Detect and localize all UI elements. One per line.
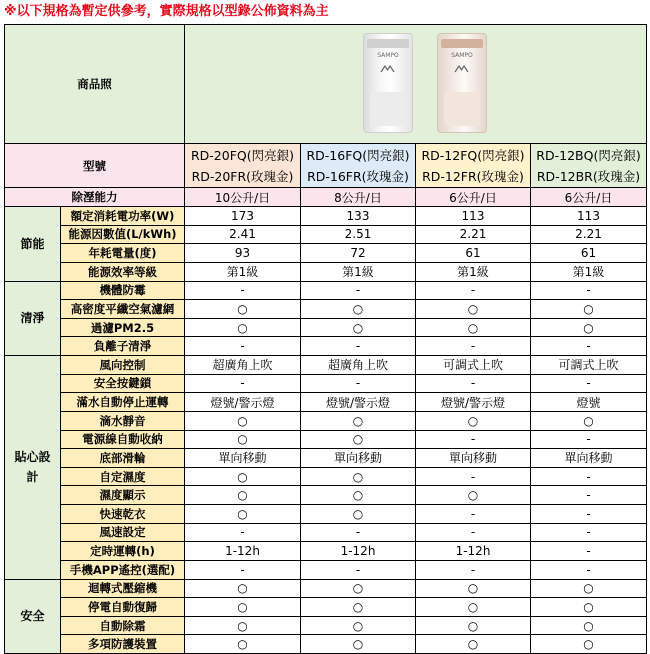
spec-row	[5, 467, 647, 486]
category-label: 節能	[5, 207, 61, 282]
spec-value: -	[301, 374, 416, 393]
spec-value: 61	[531, 244, 647, 263]
capacity-value: 6公升/日	[416, 188, 531, 207]
spec-value: -	[416, 560, 531, 579]
spec-value: ○	[531, 300, 647, 319]
feature-label: 年耗電量(度)	[61, 244, 185, 263]
model-label: 型號	[5, 144, 185, 188]
spec-value: 2.21	[531, 225, 647, 244]
brand-badge-icon	[380, 65, 395, 73]
spec-value: ○	[531, 318, 647, 337]
spec-row	[5, 560, 647, 579]
spec-row	[5, 449, 647, 468]
model-cell-3: RD-12BQ(閃亮銀) RD-12BR(玫瑰金)	[531, 144, 647, 188]
spec-value: ○	[185, 486, 301, 505]
spec-value: 可調式上吹	[416, 356, 531, 375]
spec-value: -	[416, 281, 531, 300]
spec-value: -	[416, 430, 531, 449]
feature-label: 自定濕度	[61, 467, 185, 486]
spec-value: 單向移動	[301, 449, 416, 468]
spec-value: ○	[301, 616, 416, 635]
spec-value: -	[301, 523, 416, 542]
feature-label: 自動除霜	[61, 616, 185, 635]
model-cell-1: RD-16FQ(閃亮銀) RD-16FR(玫瑰金)	[301, 144, 416, 188]
spec-value: 133	[301, 207, 416, 226]
spec-value: 93	[185, 244, 301, 263]
feature-label: 額定消耗電功率(W)	[61, 207, 185, 226]
spec-value: ○	[416, 411, 531, 430]
spec-value: 超廣角上吹	[185, 356, 301, 375]
feature-label: 安全按鍵鎖	[61, 374, 185, 393]
spec-value: ○	[301, 505, 416, 524]
spec-value: ○	[416, 300, 531, 319]
spec-value: -	[531, 486, 647, 505]
feature-label: 多項防護裝置	[61, 635, 185, 654]
spec-value: ○	[531, 579, 647, 598]
feature-label: 快速乾衣	[61, 505, 185, 524]
feature-label: 濕度顯示	[61, 486, 185, 505]
spec-row	[5, 579, 647, 598]
spec-value: -	[185, 374, 301, 393]
spec-value: 1-12h	[301, 542, 416, 561]
spec-value: -	[531, 430, 647, 449]
spec-value: ○	[185, 318, 301, 337]
model-cell-2: RD-12FQ(閃亮銀) RD-12FR(玫瑰金)	[416, 144, 531, 188]
product-photo-row	[5, 25, 647, 144]
capacity-value: 10公升/日	[185, 188, 301, 207]
spec-value: -	[531, 374, 647, 393]
feature-label: 能源效率等級	[61, 262, 185, 281]
spec-value: -	[416, 374, 531, 393]
spec-value: -	[301, 337, 416, 356]
spec-value: ○	[416, 616, 531, 635]
spec-table	[4, 24, 647, 654]
feature-label: 手機APP遙控(選配)	[61, 560, 185, 579]
feature-label: 機體防霉	[61, 281, 185, 300]
spec-value: 第1級	[416, 262, 531, 281]
spec-value: 72	[301, 244, 416, 263]
spec-row	[5, 616, 647, 635]
sampo-logo-icon: SAMPO	[377, 52, 399, 59]
spec-value: ○	[531, 598, 647, 617]
spec-value: -	[531, 505, 647, 524]
spec-row	[5, 523, 647, 542]
spec-value: -	[416, 523, 531, 542]
spec-value: 1-12h	[416, 542, 531, 561]
category-label: 貼心設計	[5, 356, 61, 580]
product-photo-cell	[185, 25, 647, 144]
spec-row	[5, 337, 647, 356]
spec-value: 燈號/警示燈	[301, 393, 416, 412]
spec-row	[5, 635, 647, 654]
feature-label: 過濾PM2.5	[61, 318, 185, 337]
spec-value: -	[301, 281, 416, 300]
spec-value: -	[416, 505, 531, 524]
category-label: 安全	[5, 579, 61, 654]
spec-value: ○	[531, 411, 647, 430]
spec-value: -	[531, 281, 647, 300]
spec-value: 第1級	[301, 262, 416, 281]
model-row	[5, 144, 647, 188]
spec-row	[5, 207, 647, 226]
spec-row	[5, 356, 647, 375]
spec-value: -	[185, 560, 301, 579]
spec-row	[5, 430, 647, 449]
spec-row	[5, 262, 647, 281]
spec-value: 燈號/警示燈	[185, 393, 301, 412]
feature-label: 負離子清淨	[61, 337, 185, 356]
capacity-value: 8公升/日	[301, 188, 416, 207]
spec-value: ○	[185, 598, 301, 617]
spec-value: ○	[531, 616, 647, 635]
spec-value: 可調式上吹	[531, 356, 647, 375]
spec-value: -	[531, 467, 647, 486]
notice-text: ※以下規格為暫定供參考，實際規格以型錄公佈資料為主	[4, 4, 329, 19]
spec-value: ○	[301, 486, 416, 505]
spec-value: ○	[531, 635, 647, 654]
spec-value: 113	[531, 207, 647, 226]
spec-value: 燈號	[531, 393, 647, 412]
spec-value: ○	[301, 579, 416, 598]
spec-value: 燈號/警示燈	[416, 393, 531, 412]
spec-value: ○	[185, 616, 301, 635]
model-cell-0: RD-20FQ(閃亮銀) RD-20FR(玫瑰金)	[185, 144, 301, 188]
spec-value: ○	[301, 598, 416, 617]
spec-value: -	[185, 523, 301, 542]
spec-value: ○	[416, 635, 531, 654]
spec-value: ○	[416, 598, 531, 617]
feature-label: 滿水自動停止運轉	[61, 393, 185, 412]
feature-label: 能源因數值(L/kWh)	[61, 225, 185, 244]
capacity-row	[5, 188, 647, 207]
capacity-label: 除溼能力	[5, 188, 185, 207]
spec-value: ○	[301, 635, 416, 654]
spec-value: 2.51	[301, 225, 416, 244]
spec-value: ○	[185, 635, 301, 654]
spec-value: ○	[301, 430, 416, 449]
spec-value: 173	[185, 207, 301, 226]
category-label: 清淨	[5, 281, 61, 356]
spec-row	[5, 598, 647, 617]
spec-row	[5, 393, 647, 412]
spec-row	[5, 300, 647, 319]
spec-value: -	[301, 560, 416, 579]
spec-value: ○	[185, 411, 301, 430]
spec-value: ○	[301, 300, 416, 319]
spec-value: -	[531, 560, 647, 579]
spec-value: ○	[416, 318, 531, 337]
spec-value: 單向移動	[531, 449, 647, 468]
spec-value: 2.41	[185, 225, 301, 244]
spec-value: ○	[185, 579, 301, 598]
spec-row	[5, 244, 647, 263]
spec-value: 第1級	[185, 262, 301, 281]
dehumidifier-silver-image	[363, 33, 413, 133]
feature-label: 風向控制	[61, 356, 185, 375]
spec-row	[5, 374, 647, 393]
spec-value: -	[185, 281, 301, 300]
feature-label: 定時運轉(h)	[61, 542, 185, 561]
capacity-value: 6公升/日	[531, 188, 647, 207]
spec-value: 第1級	[531, 262, 647, 281]
feature-label: 電源線自動收納	[61, 430, 185, 449]
spec-value: 113	[416, 207, 531, 226]
brand-badge-icon	[454, 65, 469, 73]
spec-value: ○	[416, 486, 531, 505]
spec-value: ○	[185, 300, 301, 319]
spec-value: 單向移動	[185, 449, 301, 468]
spec-value: ○	[185, 430, 301, 449]
spec-value: -	[185, 337, 301, 356]
spec-value: 2.21	[416, 225, 531, 244]
spec-value: 61	[416, 244, 531, 263]
spec-row	[5, 281, 647, 300]
spec-value: 單向移動	[416, 449, 531, 468]
spec-value: -	[531, 337, 647, 356]
feature-label: 滴水靜音	[61, 411, 185, 430]
spec-value: -	[531, 523, 647, 542]
spec-value: -	[416, 337, 531, 356]
feature-label: 底部滑輪	[61, 449, 185, 468]
spec-value: ○	[185, 505, 301, 524]
sampo-logo-icon: SAMPO	[451, 52, 473, 59]
spec-value: ○	[301, 318, 416, 337]
spec-value: ○	[301, 467, 416, 486]
spec-value: 超廣角上吹	[301, 356, 416, 375]
spec-row	[5, 411, 647, 430]
feature-label: 迴轉式壓縮機	[61, 579, 185, 598]
spec-row	[5, 505, 647, 524]
spec-value: ○	[185, 467, 301, 486]
dehumidifier-rose-gold-image	[437, 33, 487, 133]
spec-value: -	[416, 467, 531, 486]
spec-row	[5, 542, 647, 561]
spec-value: 1-12h	[185, 542, 301, 561]
spec-row	[5, 225, 647, 244]
feature-label: 停電自動復歸	[61, 598, 185, 617]
spec-value: ○	[416, 579, 531, 598]
feature-label: 高密度平纖空氣濾網	[61, 300, 185, 319]
spec-value: -	[531, 542, 647, 561]
product-photo-label: 商品照	[5, 25, 185, 144]
spec-value: ○	[301, 411, 416, 430]
spec-row	[5, 486, 647, 505]
spec-row	[5, 318, 647, 337]
feature-label: 風速設定	[61, 523, 185, 542]
